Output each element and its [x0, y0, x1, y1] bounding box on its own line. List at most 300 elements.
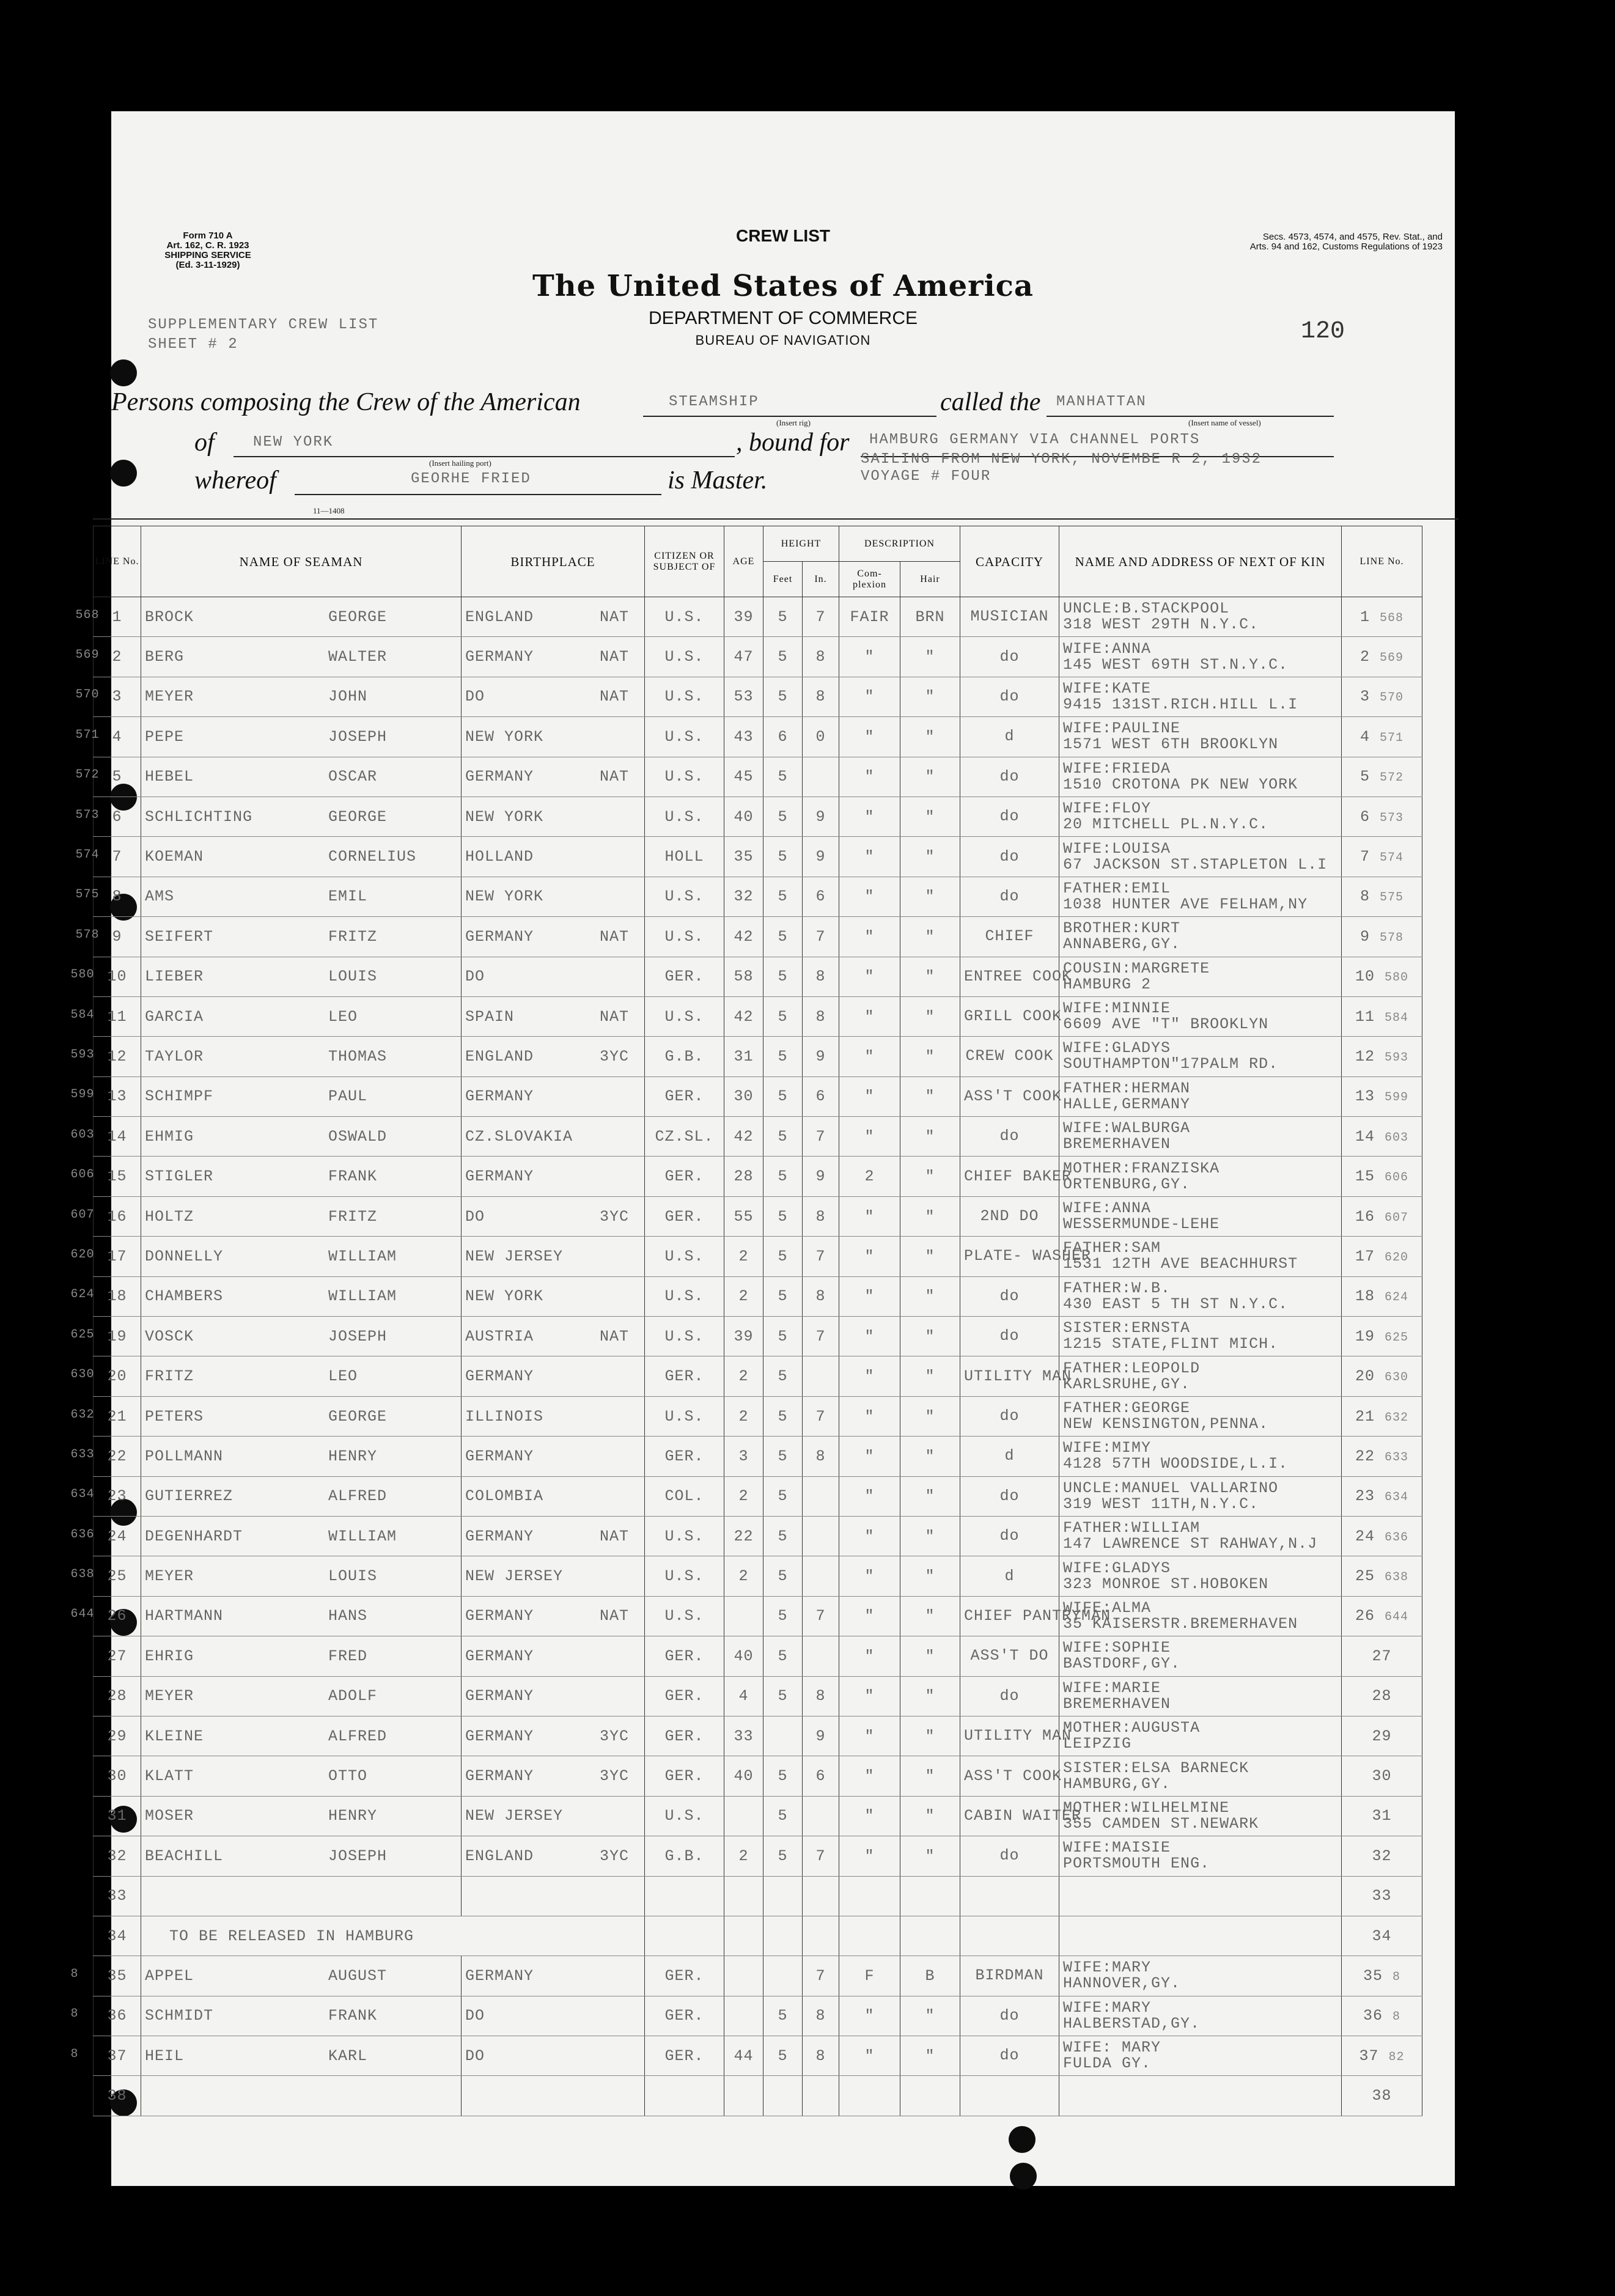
right-margin-number: 593: [1385, 1050, 1409, 1065]
next-of-kin-cell: [1059, 1356, 1342, 1396]
hair-value: ": [925, 1727, 935, 1745]
capacity-value: CREW COOK: [965, 1047, 1054, 1065]
hair-value: ": [925, 1607, 935, 1625]
right-line-number: 21: [1355, 1407, 1375, 1426]
capacity-cell: [960, 1276, 1059, 1316]
birthplace-cell: [462, 917, 645, 957]
age-value: 2: [738, 1247, 749, 1265]
birthplace: NEW JERSEY: [465, 1247, 564, 1265]
right-line-number-cell: [1342, 797, 1422, 836]
seaman-given-name: LOUIS: [328, 968, 378, 986]
age-value: 55: [734, 1207, 754, 1226]
height-feet: 5: [778, 2047, 788, 2065]
inches-cell: [803, 1876, 839, 1916]
feet-cell: [763, 797, 803, 836]
table-row: [94, 1356, 1422, 1396]
capacity-value: CHIEF: [985, 927, 1034, 946]
citizen-value: U.S.: [664, 608, 704, 626]
complexion-value: ": [864, 808, 875, 826]
hair-value: ": [925, 2047, 935, 2065]
right-line-number-cell: [1342, 1317, 1422, 1356]
table-row: [94, 1876, 1422, 1916]
next-of-kin-cell: [1059, 797, 1342, 836]
birthplace-cell: [462, 677, 645, 716]
capacity-value: do: [999, 1407, 1020, 1425]
line-number: 7: [112, 848, 122, 866]
line-number: 29: [107, 1727, 127, 1745]
inches-cell: [803, 677, 839, 716]
margin-number: 580: [70, 968, 95, 982]
birthplace: GERMANY: [465, 1367, 534, 1386]
height-inches: 9: [815, 1727, 826, 1745]
seaman-given-name: HENRY: [328, 1807, 378, 1825]
birthplace: NEW YORK: [465, 808, 544, 826]
right-margin-number: 8: [1392, 2010, 1401, 2025]
feet-cell: [763, 957, 803, 996]
naturalization-mark: 3YC: [600, 1207, 630, 1226]
kin-address: FULDA GY.: [1063, 2055, 1152, 2073]
right-line-number-cell: [1342, 1836, 1422, 1876]
punch-hole: [110, 460, 137, 487]
next-of-kin-cell: [1059, 1276, 1342, 1316]
right-line-number: 14: [1355, 1127, 1375, 1146]
complexion-cell: [839, 957, 900, 996]
kin-address: 145 WEST 69TH ST.N.Y.C.: [1063, 655, 1289, 674]
line-number: 6: [112, 808, 122, 826]
line-number-cell: [94, 1716, 141, 1756]
citizen-value: GER.: [664, 1767, 704, 1786]
complexion-cell: [839, 877, 900, 916]
height-feet: 6: [778, 727, 788, 746]
complexion-value: ": [864, 727, 875, 746]
next-of-kin-cell: [1059, 1796, 1342, 1836]
citizen-value: U.S.: [664, 1287, 704, 1306]
capacity-value: UTILITY MAN: [964, 1367, 1072, 1385]
citizen-cell: [645, 597, 724, 637]
inches-cell: [803, 1516, 839, 1556]
right-line-number-cell: [1342, 996, 1422, 1036]
table-row: [94, 1596, 1422, 1636]
feet-cell: [763, 1276, 803, 1316]
naturalization-mark: 3YC: [600, 1047, 630, 1065]
seaman-given-name: LOUIS: [328, 1567, 378, 1586]
birthplace: GERMANY: [465, 1607, 534, 1625]
birthplace-cell: [462, 1076, 645, 1116]
hair-cell: [900, 1876, 960, 1916]
kin-name: WIFE:MINNIE: [1063, 999, 1171, 1018]
citizen-cell: [645, 1317, 724, 1356]
height-feet: 5: [778, 1447, 788, 1465]
next-of-kin-cell: [1059, 1716, 1342, 1756]
capacity-cell: [960, 1676, 1059, 1716]
complexion-value: ": [864, 688, 875, 706]
citizen-cell: [645, 877, 724, 916]
next-of-kin-cell: [1059, 1876, 1342, 1916]
right-line-number: 13: [1355, 1087, 1375, 1106]
rig-hint: (Insert rig): [776, 418, 811, 427]
seaman-name-cell: [141, 1596, 462, 1636]
seaman-name-cell: [141, 1476, 462, 1516]
capacity-cell: [960, 2076, 1059, 2116]
capacity-cell: [960, 797, 1059, 836]
seaman-given-name: LEO: [328, 1007, 358, 1026]
right-line-number-cell: [1342, 1556, 1422, 1596]
birthplace-cell: [462, 2036, 645, 2076]
citizen-value: COL.: [664, 1487, 704, 1506]
right-line-number: 27: [1372, 1647, 1392, 1665]
complexion-value: ": [864, 1847, 875, 1865]
birthplace: NEW YORK: [465, 1287, 544, 1306]
seaman-given-name: KARL: [328, 2047, 368, 2065]
margin-number: 634: [70, 1487, 95, 1502]
document-title: CREW LIST: [736, 226, 830, 245]
hair-value: ": [925, 688, 935, 706]
complexion-cell: [839, 597, 900, 637]
feet-cell: [763, 996, 803, 1036]
margin-number: 599: [70, 1087, 95, 1102]
seaman-given-name: CORNELIUS: [328, 848, 417, 866]
kin-address: HANNOVER,GY.: [1063, 1974, 1181, 1993]
right-line-number-cell: [1342, 717, 1422, 757]
col-name: NAME OF SEAMAN: [141, 526, 462, 597]
right-line-number-cell: [1342, 1516, 1422, 1556]
seaman-name-cell: [141, 757, 462, 797]
height-inches: 8: [815, 688, 826, 706]
complexion-value: ": [864, 927, 875, 946]
birthplace: SPAIN: [465, 1007, 515, 1026]
right-line-number-cell: [1342, 2036, 1422, 2076]
line-number-cell: [94, 1636, 141, 1676]
line-number-cell: [70, 1476, 141, 1516]
complexion-value: F: [864, 1967, 875, 1985]
inches-cell: [803, 996, 839, 1036]
next-of-kin-cell: [1059, 2036, 1342, 2076]
seaman-surname: STIGLER: [145, 1168, 214, 1186]
complexion-value: ": [864, 1367, 875, 1386]
next-of-kin-cell: [1059, 1196, 1342, 1236]
complexion-value: ": [864, 1007, 875, 1026]
line-number-cell: [94, 1796, 141, 1836]
height-inches: 7: [815, 1407, 826, 1426]
height-inches: 6: [815, 888, 826, 906]
seaman-given-name: OSWALD: [328, 1127, 388, 1146]
next-of-kin-cell: [1059, 1437, 1342, 1476]
capacity-cell: [960, 1916, 1059, 1956]
height-feet: 5: [778, 1367, 788, 1386]
next-of-kin-cell: [1059, 1676, 1342, 1716]
kin-address: 4128 57TH WOODSIDE,L.I.: [1063, 1455, 1289, 1473]
citizen-value: GER.: [664, 1087, 704, 1106]
feet-cell: [763, 717, 803, 757]
complexion-cell: [839, 1956, 900, 1996]
height-feet: 5: [778, 2007, 788, 2025]
capacity-value: do: [999, 1487, 1020, 1505]
line-number: 31: [107, 1807, 127, 1825]
right-line-number-cell: [1342, 1356, 1422, 1396]
birthplace: GERMANY: [465, 1647, 534, 1665]
seaman-given-name: WILLIAM: [328, 1247, 397, 1265]
line-number-cell: [70, 1076, 141, 1116]
capacity-cell: [960, 1876, 1059, 1916]
line-number-cell: [75, 717, 141, 757]
complexion-cell: [839, 1596, 900, 1636]
hair-cell: [900, 837, 960, 877]
capacity-value: do: [999, 1527, 1020, 1545]
hair-cell: [900, 1317, 960, 1356]
kin-address: HAMBURG,GY.: [1063, 1775, 1171, 1793]
right-line-number-cell: [1342, 1157, 1422, 1196]
complexion-value: ": [864, 848, 875, 866]
next-of-kin-cell: [1059, 1596, 1342, 1636]
hair-value: ": [925, 1767, 935, 1786]
citizen-cell: [645, 1956, 724, 1996]
citizen-value: GER.: [664, 1967, 704, 1985]
right-line-number: 28: [1372, 1687, 1392, 1705]
seaman-surname: DEGENHARDT: [145, 1527, 243, 1545]
right-margin-number: 82: [1388, 2050, 1405, 2064]
right-margin-number: 624: [1385, 1290, 1409, 1305]
next-of-kin-cell: [1059, 957, 1342, 996]
age-cell: [724, 1916, 763, 1956]
birthplace-cell: [462, 1596, 645, 1636]
hair-value: ": [925, 1287, 935, 1306]
complexion-cell: [839, 1037, 900, 1076]
seaman-name-cell: [141, 1037, 462, 1076]
citizen-cell: [645, 677, 724, 716]
complexion-cell: [839, 1237, 900, 1276]
height-inches: 7: [815, 1327, 826, 1345]
complexion-value: ": [864, 1407, 875, 1426]
citizen-value: U.S.: [664, 927, 704, 946]
right-line-number-cell: [1342, 1076, 1422, 1116]
hair-value: ": [925, 1247, 935, 1265]
feet-cell: [763, 877, 803, 916]
capacity-value: CABIN WAITER: [964, 1806, 1082, 1825]
seaman-name-cell: [141, 1956, 462, 1996]
kin-name: COUSIN:MARGRETE: [1063, 959, 1210, 977]
seaman-name-cell: [141, 1836, 462, 1876]
right-margin-number: 625: [1385, 1330, 1409, 1345]
next-of-kin-cell: [1059, 1996, 1342, 2036]
seaman-surname: MEYER: [145, 688, 194, 706]
kin-name: WIFE:GLADYS: [1063, 1559, 1171, 1577]
citizen-value: GER.: [664, 1367, 704, 1386]
complexion-cell: [839, 677, 900, 716]
naturalization-mark: NAT: [600, 768, 630, 786]
kin-name: SISTER:ELSA BARNECK: [1063, 1759, 1249, 1777]
birthplace-cell: [462, 1796, 645, 1836]
inches-cell: [803, 1157, 839, 1196]
height-feet: 5: [778, 1527, 788, 1545]
birthplace: COLOMBIA: [465, 1487, 544, 1506]
birthplace-cell: [462, 637, 645, 677]
capacity-value: do: [999, 1847, 1020, 1865]
right-line-number: 20: [1355, 1367, 1375, 1386]
table-row: [94, 717, 1422, 757]
citizen-cell: [645, 1117, 724, 1157]
line-number: 28: [107, 1687, 127, 1705]
complexion-value: ": [864, 1047, 875, 1065]
kin-name: WIFE:FRIEDA: [1063, 759, 1171, 778]
feet-cell: [763, 1117, 803, 1157]
citizen-value: U.S.: [664, 1567, 704, 1586]
line-number-cell: [75, 797, 141, 836]
capacity-value: d: [1004, 1567, 1015, 1585]
age-cell: [724, 837, 763, 877]
citizen-value: U.S.: [664, 1607, 704, 1625]
height-feet: 5: [778, 1607, 788, 1625]
capacity-value: do: [999, 1127, 1020, 1146]
kin-name: FATHER:WILLIAM: [1063, 1519, 1201, 1537]
age-cell: [724, 1796, 763, 1836]
right-line-number: 38: [1372, 2087, 1392, 2105]
kin-address: 20 MITCHELL PL.N.Y.C.: [1063, 815, 1269, 834]
seaman-name-cell: [141, 917, 462, 957]
margin-number: 584: [70, 1007, 95, 1022]
height-feet: 5: [778, 1407, 788, 1426]
line-number: 16: [107, 1207, 127, 1226]
complexion-value: ": [864, 1287, 875, 1306]
inches-cell: [803, 2036, 839, 2076]
margin-number: 624: [70, 1287, 95, 1302]
complexion-value: ": [864, 2047, 875, 2065]
complexion-cell: [839, 1516, 900, 1556]
line-number-cell: [94, 1756, 141, 1796]
line-number: 5: [112, 768, 122, 786]
age-value: 47: [734, 648, 754, 666]
right-margin-number: 603: [1385, 1130, 1409, 1145]
birthplace: NEW YORK: [465, 727, 544, 746]
seaman-given-name: FRED: [328, 1647, 368, 1665]
hair-value: ": [925, 1807, 935, 1825]
right-line-number: 34: [1372, 1927, 1392, 1945]
port-hint: (Insert hailing port): [429, 458, 491, 468]
line-number-cell: [70, 1356, 141, 1396]
seaman-name-cell: [141, 1356, 462, 1396]
line-number: 17: [107, 1247, 127, 1265]
form-id-line: (Ed. 3-11-1929): [175, 260, 240, 270]
right-margin-number: 584: [1385, 1010, 1409, 1025]
right-line-number: 6: [1360, 808, 1370, 826]
seaman-given-name: JOSEPH: [328, 727, 388, 746]
hair-value: ": [925, 1567, 935, 1586]
birthplace: AUSTRIA: [465, 1327, 534, 1345]
seaman-name-cell: [141, 1636, 462, 1676]
kin-name: MOTHER:WILHELMINE: [1063, 1798, 1230, 1817]
capacity-cell: [960, 597, 1059, 637]
hair-cell: [900, 2036, 960, 2076]
kin-address: 355 CAMDEN ST.NEWARK: [1063, 1814, 1259, 1833]
whereof-label: whereof: [194, 466, 276, 495]
complexion-cell: [839, 837, 900, 877]
line-number-cell: [70, 1956, 141, 1996]
next-of-kin-cell: [1059, 637, 1342, 677]
kin-address: 1215 STATE,FLINT MICH.: [1063, 1335, 1279, 1353]
table-row: [94, 597, 1422, 637]
age-cell: [724, 957, 763, 996]
birthplace-cell: [462, 1956, 645, 1996]
right-line-number: 25: [1355, 1567, 1375, 1586]
birthplace-cell: [462, 1117, 645, 1157]
inches-cell: [803, 637, 839, 677]
birthplace: GERMANY: [465, 1527, 534, 1545]
inches-cell: [803, 917, 839, 957]
inches-cell: [803, 837, 839, 877]
kin-name: WIFE:MARY: [1063, 1998, 1152, 2017]
height-inches: 7: [815, 1967, 826, 1985]
seaman-given-name: GEORGE: [328, 1407, 388, 1426]
capacity-value: d: [1004, 1447, 1015, 1465]
complexion-cell: [839, 917, 900, 957]
height-inches: 9: [815, 1047, 826, 1065]
complexion-cell: [839, 1117, 900, 1157]
next-of-kin-cell: [1059, 1516, 1342, 1556]
kin-address: 323 MONROE ST.HOBOKEN: [1063, 1575, 1269, 1593]
seaman-given-name: THOMAS: [328, 1047, 388, 1065]
kin-name: MOTHER:FRANZISKA: [1063, 1159, 1220, 1177]
right-line-number-cell: [1342, 1916, 1422, 1956]
kin-address: 67 JACKSON ST.STAPLETON L.I: [1063, 855, 1328, 874]
citizen-cell: [645, 1356, 724, 1396]
hair-cell: [900, 2076, 960, 2116]
right-line-number: 22: [1355, 1447, 1375, 1465]
complexion-value: ": [864, 1487, 875, 1506]
birthplace: CZ.SLOVAKIA: [465, 1127, 573, 1146]
birthplace-cell: [462, 1356, 645, 1396]
kin-address: WESSERMUNDE-LEHE: [1063, 1215, 1220, 1234]
next-of-kin-cell: [1059, 1396, 1342, 1436]
next-of-kin-cell: [1059, 1076, 1342, 1116]
table-row: [94, 1317, 1422, 1356]
kin-name: WIFE:ANNA: [1063, 1199, 1152, 1218]
height-inches: 9: [815, 808, 826, 826]
citizen-cell: [645, 1476, 724, 1516]
citizen-value: U.S.: [664, 727, 704, 746]
margin-number: 632: [70, 1407, 95, 1422]
hair-cell: [900, 1196, 960, 1236]
seaman-given-name: HANS: [328, 1607, 368, 1625]
table-row: [94, 1756, 1422, 1796]
destination-value: HAMBURG GERMANY VIA CHANNEL PORTS: [869, 432, 1201, 448]
statute-line: Arts. 94 and 162, Customs Regulations of 1923: [1249, 241, 1443, 252]
line-number-cell: [70, 1317, 141, 1356]
seaman-surname: HEBEL: [145, 768, 194, 786]
seaman-given-name: JOHN: [328, 688, 368, 706]
birthplace-cell: [462, 1676, 645, 1716]
seaman-surname: GUTIERREZ: [145, 1487, 234, 1506]
right-line-number-cell: [1342, 2076, 1422, 2116]
naturalization-mark: NAT: [600, 688, 630, 706]
capacity-cell: [960, 1796, 1082, 1836]
capacity-cell: [960, 996, 1062, 1036]
seaman-name-cell: [141, 1516, 462, 1556]
inches-cell: [803, 1276, 839, 1316]
form-id-line: SHIPPING SERVICE: [164, 250, 251, 260]
table-row: [94, 1996, 1422, 2036]
feet-cell: [763, 1876, 803, 1916]
birthplace-cell: [462, 1157, 645, 1196]
seaman-given-name: ADOLF: [328, 1687, 378, 1705]
citizen-value: GER.: [664, 2007, 704, 2025]
capacity-cell: [960, 1636, 1059, 1676]
seaman-surname: MEYER: [145, 1567, 194, 1586]
feet-cell: [763, 677, 803, 716]
age-value: 28: [734, 1168, 754, 1186]
complexion-cell: [839, 797, 900, 836]
height-feet: 5: [778, 648, 788, 666]
table-row: [94, 2076, 1422, 2116]
table-row: [94, 1916, 1422, 1956]
